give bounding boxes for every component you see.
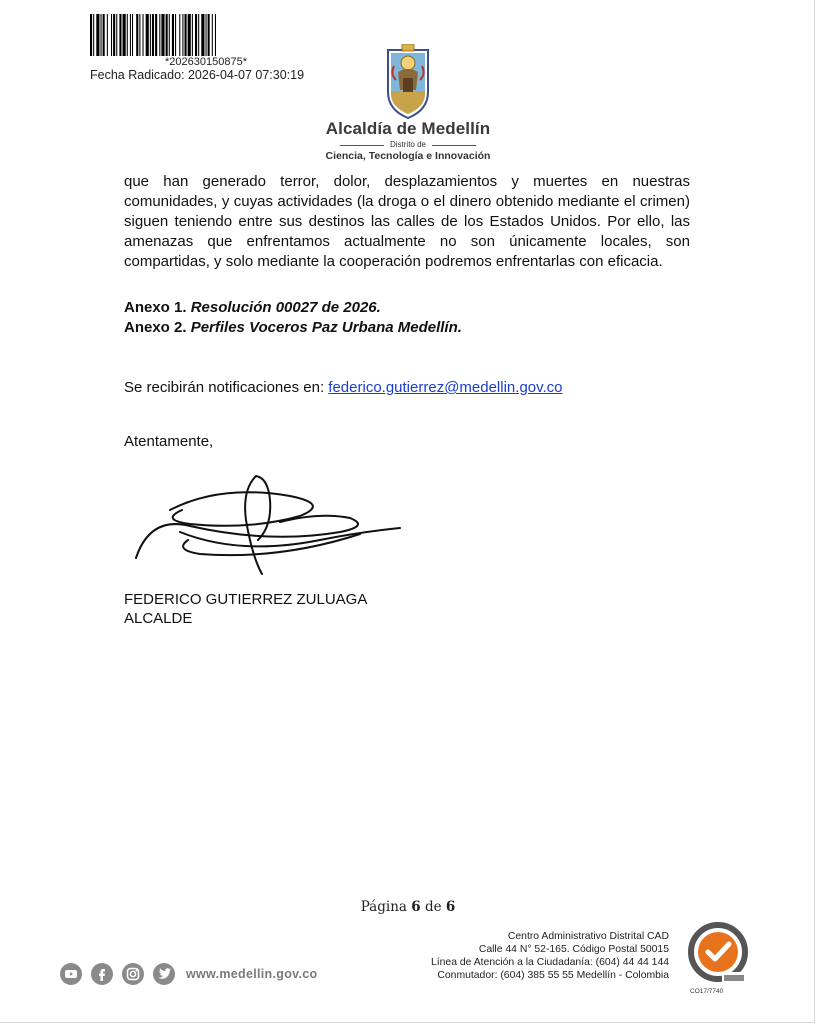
page-number bbox=[0, 899, 816, 915]
page-of: de bbox=[424, 899, 442, 915]
coat-of-arms-icon bbox=[382, 44, 434, 120]
annex-1-title: Resolución 00027 de 2026. bbox=[190, 299, 381, 316]
sgs-certification-seal-icon bbox=[684, 920, 756, 992]
notification-text: Se recibirán notificaciones en: bbox=[124, 379, 325, 396]
radicado-number: *202630150875* bbox=[165, 56, 247, 68]
address-line: Conmutador: (604) 385 55 55 Medellín - Colombia bbox=[437, 970, 669, 981]
annex-1-label: Anexo 1. bbox=[124, 299, 187, 316]
page-total: 6 bbox=[445, 899, 456, 915]
annex-2-title: Perfiles Voceros Paz Urbana Medellín. bbox=[190, 319, 462, 336]
logo-subtitle-secondary: Ciencia, Tecnología e Innovación bbox=[325, 150, 491, 162]
annex-1 bbox=[124, 298, 381, 318]
logo-title: Alcaldía de Medellín bbox=[325, 119, 491, 138]
annex-2-label: Anexo 2. bbox=[124, 319, 187, 336]
certification-code: CO17/7740 bbox=[690, 988, 724, 995]
address-line: Calle 44 N° 52-165. Código Postal 50015 bbox=[478, 944, 669, 955]
notification-line bbox=[124, 378, 563, 398]
address-line: Centro Administrativo Distrital CAD bbox=[507, 931, 669, 942]
closing-regards: Atentamente, bbox=[124, 433, 214, 450]
facebook-icon[interactable] bbox=[91, 963, 113, 985]
footer-address bbox=[431, 930, 669, 982]
signature-image bbox=[130, 470, 410, 580]
body-paragraph: que han generado terror, dolor, desplazamientos y muertes en nuestras comunidades, y cuyas actividades (la droga o el dinero obtenido mediante el crimen) siguen teniendo entre sus destinos las calles de los Estados Unidos. Por ello, las amenazas que enfrentamos actualmente no son únicamente locales, son compartidas, y solo mediante la cooperación podremos enfrentarlas con eficacia. bbox=[124, 173, 690, 270]
radicado-date: Fecha Radicado: 2026-04-07 07:30:19 bbox=[90, 68, 305, 82]
signer-role: ALCALDE bbox=[124, 610, 193, 627]
signer-name: FEDERICO GUTIERREZ ZULUAGA bbox=[124, 591, 368, 608]
notification-email-link[interactable]: federico.gutierrez@medellin.gov.co bbox=[328, 379, 563, 396]
logo-subtitle: Distrito de bbox=[389, 140, 426, 149]
youtube-icon[interactable] bbox=[60, 963, 82, 985]
signer-block bbox=[124, 590, 367, 628]
annex-2 bbox=[124, 318, 462, 338]
page-label: Página bbox=[360, 899, 407, 915]
website-link[interactable]: www.medellin.gov.co bbox=[186, 967, 318, 981]
instagram-icon[interactable] bbox=[122, 963, 144, 985]
twitter-icon[interactable] bbox=[153, 963, 175, 985]
address-line: Línea de Atención a la Ciudadanía: (604) 44 44 144 bbox=[430, 957, 669, 968]
logo-subtitle-rule-right bbox=[432, 145, 476, 146]
social-links bbox=[60, 962, 317, 986]
barcode bbox=[90, 14, 322, 56]
page-current: 6 bbox=[411, 899, 421, 915]
